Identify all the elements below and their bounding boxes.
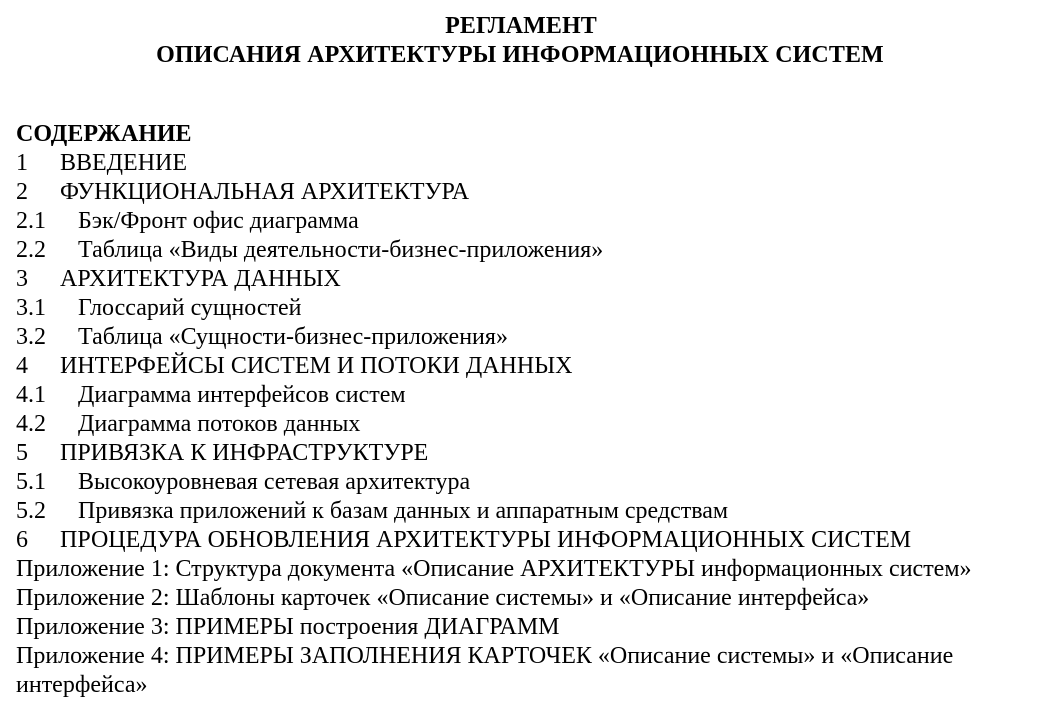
toc-entry-number: 5 [16,440,28,466]
toc-entry-label: Таблица «Виды деятельности-бизнес-приложения» [78,237,604,263]
toc-entry-label: Диаграмма интерфейсов систем [78,382,406,408]
title-line-2: ОПИСАНИЯ АРХИТЕКТУРЫ ИНФОРМАЦИОННЫХ СИСТЕМ [156,42,884,68]
toc-entry-number: 6 [16,527,28,553]
toc-entry-label: Бэк/Фронт офис диаграмма [78,208,359,234]
toc-entry-label: Таблица «Сущности-бизнес-приложения» [78,324,508,350]
toc-entry[interactable] [16,526,1042,555]
toc-list [16,149,1042,555]
toc-entry[interactable] [16,294,1042,323]
toc-entry-number: 5.2 [16,498,46,524]
toc-entry[interactable] [16,439,1042,468]
toc-entry-label: ПРОЦЕДУРА ОБНОВЛЕНИЯ АРХИТЕКТУРЫ ИНФОРМАЦИОННЫХ СИСТЕМ [60,527,912,553]
appendix-list [16,555,1042,700]
toc-entry-number: 3 [16,266,28,292]
appendix-entry[interactable]: Приложение 3: ПРИМЕРЫ построения ДИАГРАММ [16,614,560,640]
toc-entry-number: 2.1 [16,208,46,234]
toc-entry[interactable] [16,497,1042,526]
toc-entry-number: 5.1 [16,469,46,495]
toc-entry[interactable] [16,381,1042,410]
toc-entry[interactable] [16,178,1042,207]
toc-entry-number: 2 [16,179,28,205]
appendix-entry[interactable]: Приложение 4: ПРИМЕРЫ ЗАПОЛНЕНИЯ КАРТОЧЕК «Описание системы» и «Описание интерфейса» [16,643,954,698]
toc-entry[interactable] [16,149,1042,178]
table-of-contents [0,120,1042,700]
toc-entry-number: 4.1 [16,382,46,408]
toc-entry-number: 1 [16,150,28,176]
toc-entry-label: Привязка приложений к базам данных и аппаратным средствам [78,498,729,524]
toc-entry-label: ФУНКЦИОНАЛЬНАЯ АРХИТЕКТУРА [60,179,470,205]
toc-entry[interactable] [16,352,1042,381]
toc-entry-number: 4 [16,353,28,379]
appendix-entry[interactable]: Приложение 1: Структура документа «Описание АРХИТЕКТУРЫ информационных систем» [16,556,972,582]
toc-entry[interactable] [16,468,1042,497]
appendix-entry[interactable]: Приложение 2: Шаблоны карточек «Описание системы» и «Описание интерфейса» [16,585,870,611]
toc-entry-label: ВВЕДЕНИЕ [60,150,188,176]
contents-heading: СОДЕРЖАНИЕ [16,121,192,147]
title-line-1: РЕГЛАМЕНТ [445,13,597,39]
toc-entry-label: АРХИТЕКТУРА ДАННЫХ [60,266,341,292]
toc-entry[interactable] [16,207,1042,236]
page-title [0,0,1042,70]
toc-entry[interactable] [16,410,1042,439]
toc-entry-number: 3.1 [16,295,46,321]
toc-entry-number: 3.2 [16,324,46,350]
toc-entry[interactable] [16,265,1042,294]
toc-entry-label: Высокоуровневая сетевая архитектура [78,469,471,495]
toc-entry-number: 4.2 [16,411,46,437]
toc-entry-label: ПРИВЯЗКА К ИНФРАСТРУКТУРЕ [60,440,429,466]
toc-entry[interactable] [16,236,1042,265]
toc-entry-number: 2.2 [16,237,46,263]
toc-entry-label: Диаграмма потоков данных [78,411,361,437]
toc-entry-label: ИНТЕРФЕЙСЫ СИСТЕМ И ПОТОКИ ДАННЫХ [60,353,573,379]
toc-entry[interactable] [16,323,1042,352]
toc-entry-label: Глоссарий сущностей [78,295,302,321]
